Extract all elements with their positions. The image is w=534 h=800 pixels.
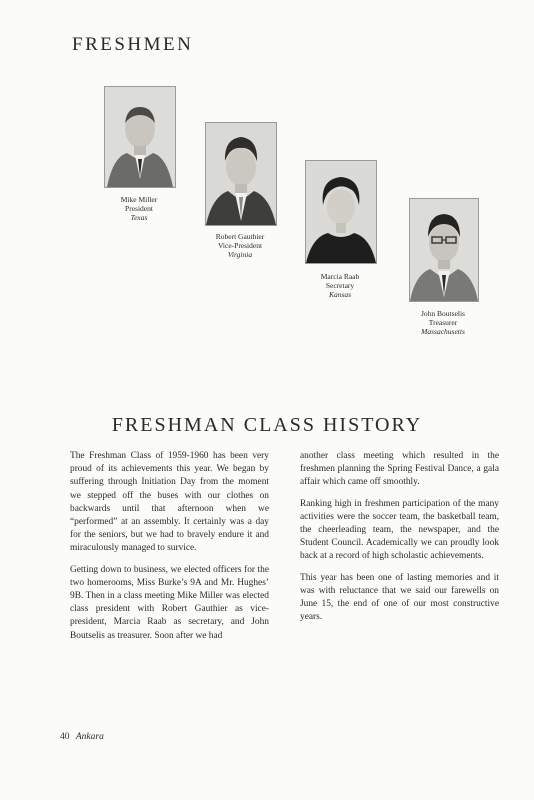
page-title: FRESHMEN xyxy=(72,34,194,55)
officer-caption-vice-president xyxy=(175,232,305,259)
portrait-photo-treasurer xyxy=(409,198,479,302)
officer-state: Virginia xyxy=(227,250,253,259)
officer-name: Marcia Raab xyxy=(320,272,360,281)
officer-role: Treasurer xyxy=(428,318,458,327)
officer-name: John Boutselis xyxy=(421,309,465,318)
officer-caption-secretary xyxy=(275,272,405,299)
officer-caption-treasurer xyxy=(378,309,508,336)
officer-role: President xyxy=(125,204,153,213)
page-footer xyxy=(60,732,104,742)
portrait-photo-secretary xyxy=(305,160,377,264)
history-paragraph: This year has been one of lasting memories and it was with reluctance that we said our farewells on June 15, the end of one of our most constructive years. xyxy=(300,572,499,623)
history-column-left xyxy=(70,450,269,651)
officer-role: Secretary xyxy=(325,281,355,290)
section-title: FRESHMAN CLASS HISTORY xyxy=(111,414,423,436)
officer-name: Robert Gauthier xyxy=(215,232,265,241)
officer-name: Mike Miller xyxy=(120,195,158,204)
history-paragraph: another class meeting which resulted in the freshmen planning the Spring Festival Dance, a gala affair which came off smoothly. xyxy=(300,451,499,488)
officer-state: Kansas xyxy=(328,290,352,299)
page-number: 40 xyxy=(60,732,70,742)
officer-role: Vice-President xyxy=(217,241,263,250)
officer-state: Massachusetts xyxy=(421,327,465,336)
history-paragraph: The Freshman Class of 1959-1960 has been very proud of its achievements this year. We began by suffering through Initiation Day from the moment we stepped off the buses with our clothes on backwards until that afternoon when we “performed” at an assembly. It certainly was a day for the seniors, but we had to bravely endure it and miraculously managed to survice. xyxy=(70,451,269,554)
history-paragraph: Getting down to business, we elected officers for the two homerooms, Miss Burke’s 9A and Mr. Hughes’ 9B. Then in a class meeting Mike Miller was elected class president with Robert Gauthier as vice-president, Marcia Raab as secretary, and John Boutselis as treasurer. Soon after we had xyxy=(70,564,269,641)
history-paragraph: Ranking high in freshmen participation of the many activities were the soccer team, the basketball team, the cheerleading team, the newspaper, and the Student Council. Academically we can proudly look back at a record of high scholastic achievements. xyxy=(300,498,499,562)
officer-state: Texas xyxy=(130,213,148,222)
portrait-photo-vice-president xyxy=(205,122,277,226)
history-column-right xyxy=(300,450,499,632)
officer-caption-president xyxy=(74,195,204,222)
portrait-photo-president xyxy=(104,86,176,188)
publication-name: Ankara xyxy=(75,732,104,742)
